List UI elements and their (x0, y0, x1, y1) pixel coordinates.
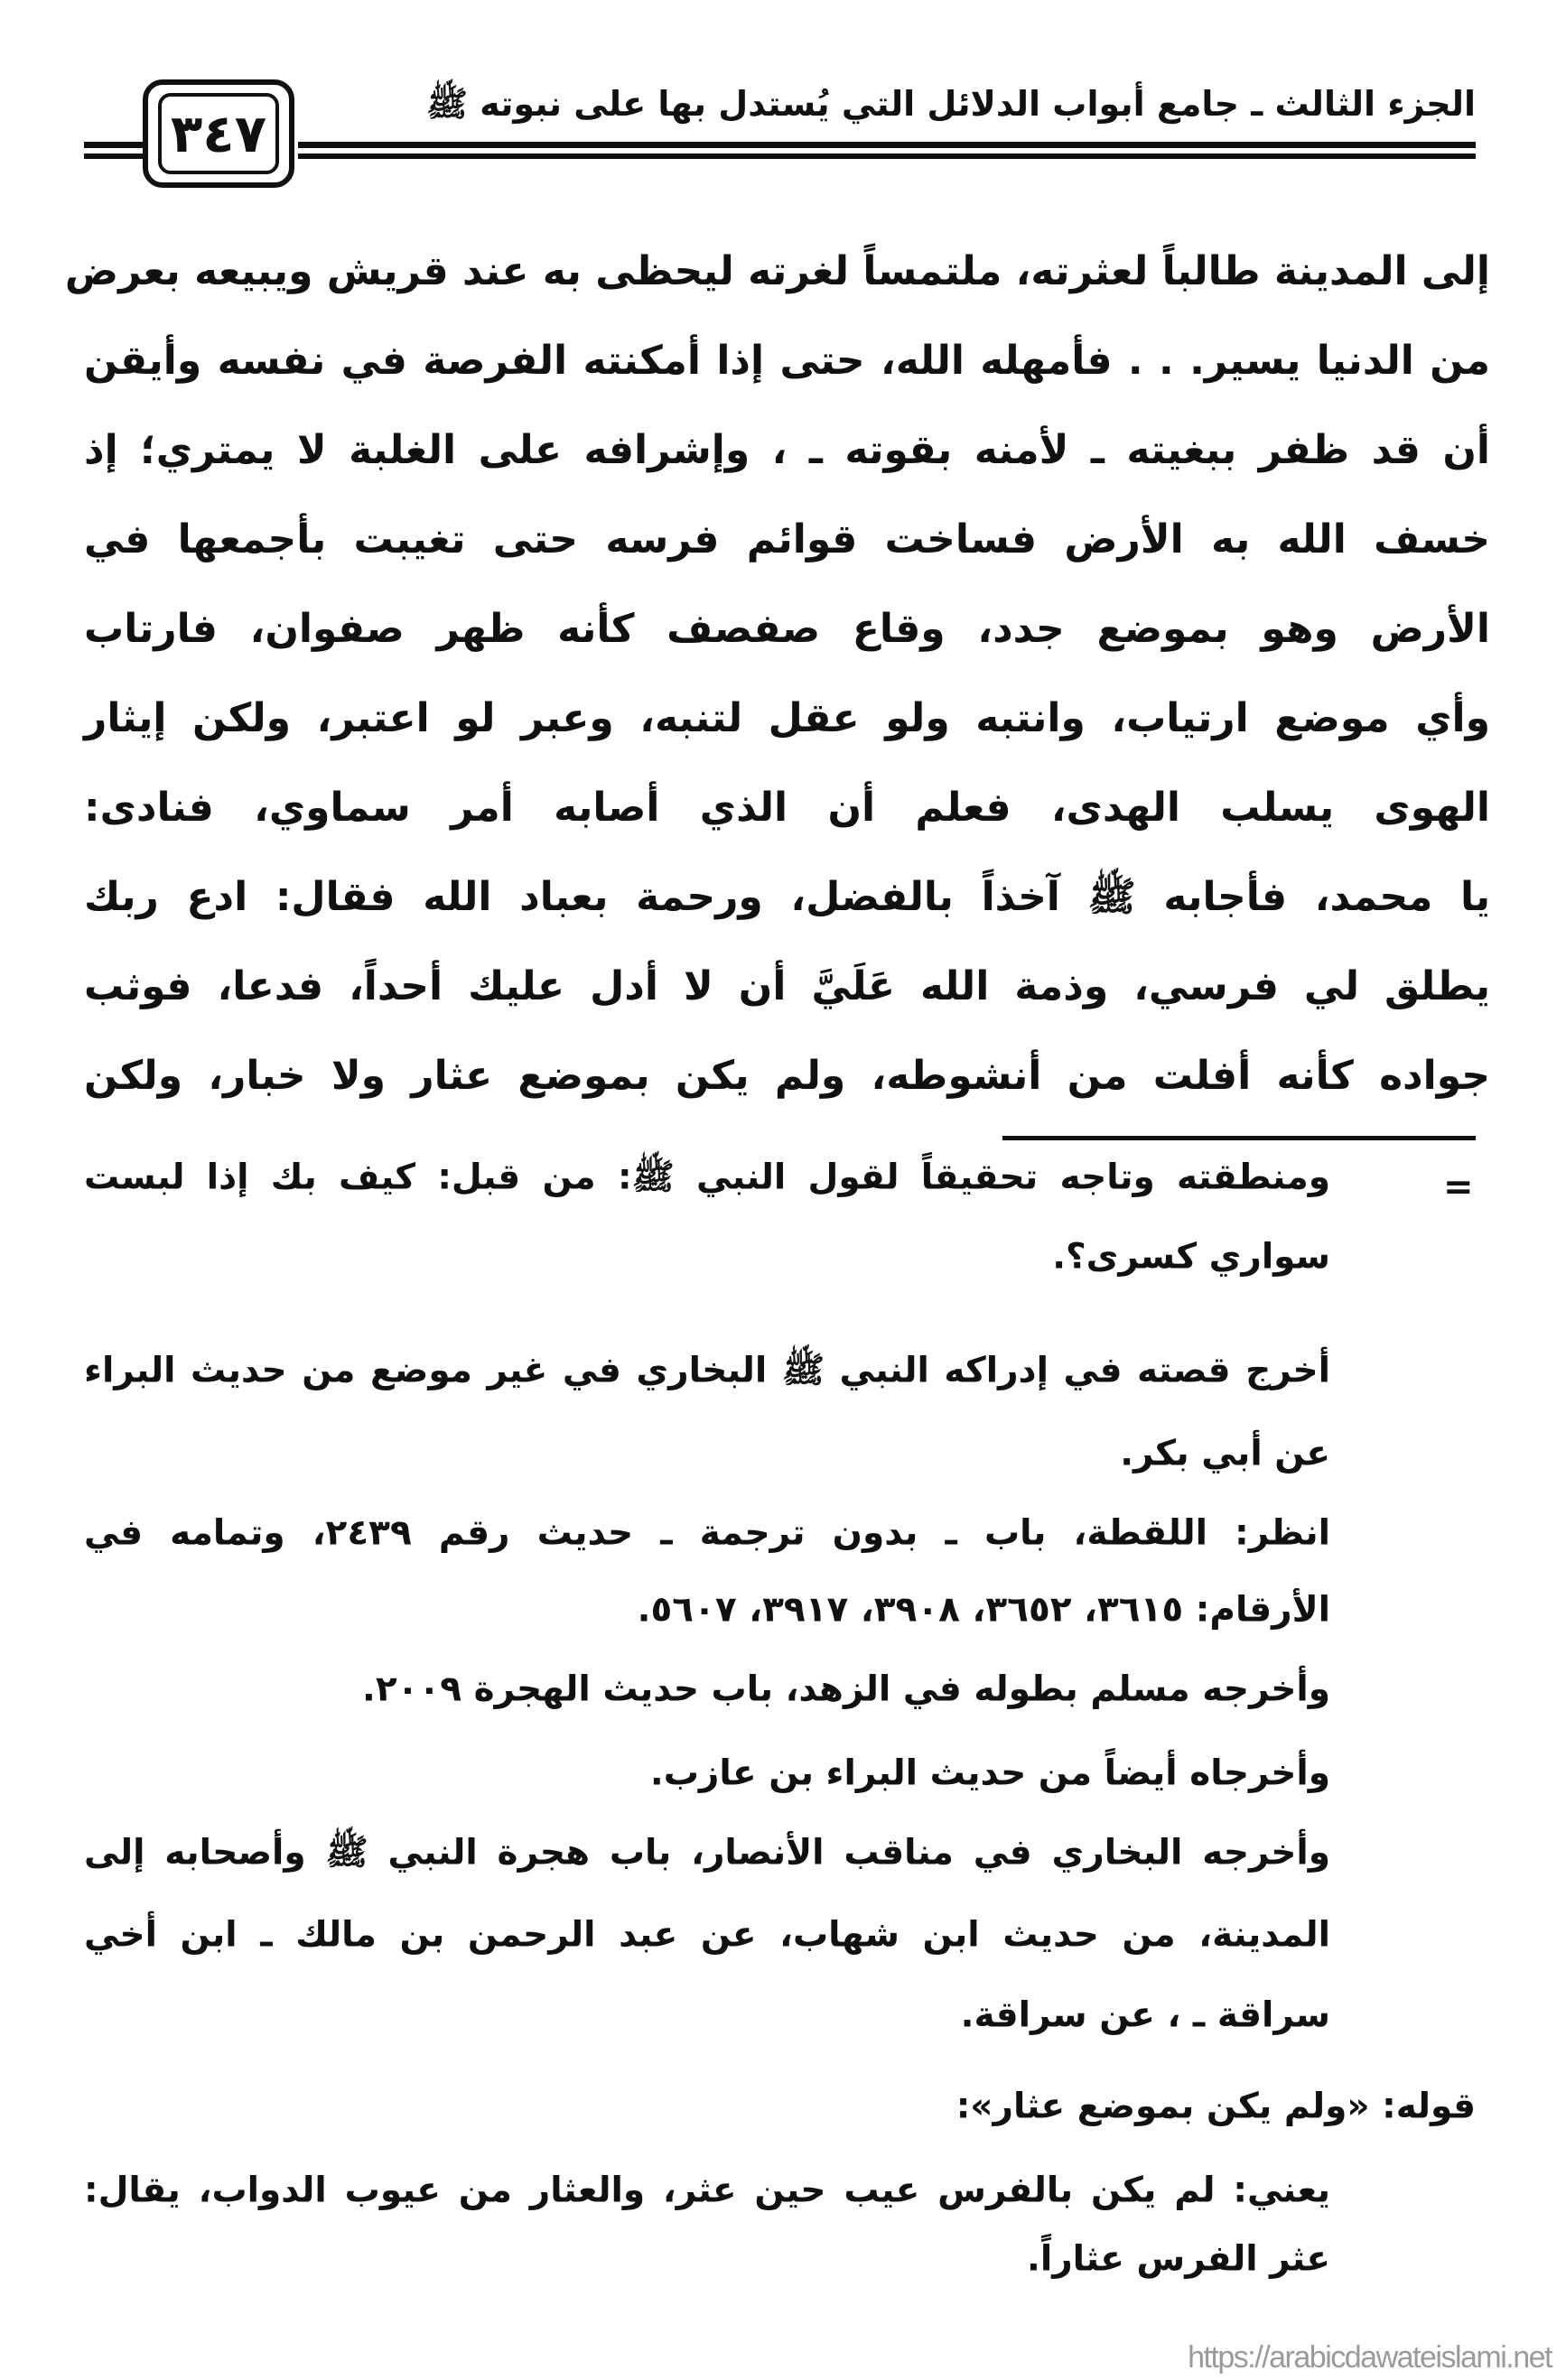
footnote-line: عن أبي بكر. (1120, 1433, 1330, 1474)
footnote-line: وأخرجه مسلم بطوله في الزهد، باب حديث الهجرة ٢٠٠٩. (362, 1669, 1330, 1710)
header-rule-bottom (298, 153, 1476, 159)
main-text-line: أن قد ظفر ببغيته ـ لأمنه بقوته ـ ، وإشرافه على الغلبة لا يمتري؛ إذ (84, 427, 1490, 473)
footnote-line: وأخرجاه أيضاً من حديث البراء بن عازب. (649, 1752, 1330, 1794)
main-text-line: الهوى يسلب الهدى، فعلم أن الذي أصابه أمر سماوي، فنادى: (84, 785, 1490, 831)
footnote-line: سراقة ـ ، عن سراقة. (960, 1994, 1330, 2036)
page-number-frame (143, 79, 294, 188)
commentary-heading: قوله: «ولم يكن بموضع عثار»: (955, 2086, 1476, 2127)
footnote-continuation-mark: = (1443, 1167, 1474, 1208)
footnote-separator (1002, 1136, 1476, 1140)
footnote-line: وأخرجه البخاري في مناقب الأنصار، باب هجرة النبي ﷺ وأصحابه إلى (84, 1832, 1330, 1873)
footnote-line: الأرقام: ٣٦١٥، ٣٦٥٢، ٣٩٠٨، ٣٩١٧، ٥٦٠٧. (637, 1589, 1330, 1631)
header-rule-left-top (84, 142, 144, 148)
main-text-line: جواده كأنه أفلت من أنشوطه، ولم يكن بموضع عثار ولا خبار، ولكن (84, 1053, 1490, 1099)
header-title: الجزء الثالث ـ جامع أبواب الدلائل التي يُستدل بها على نبوته ﷺ (425, 84, 1476, 124)
main-text-line: وأي موضع ارتياب، وانتبه ولو عقل لتنبه، وعبر لو اعتبر، ولكن إيثار (84, 695, 1490, 741)
main-text-line: يا محمد، فأجابه ﷺ آخذاً بالفضل، ورحمة بعباد الله فقال: ادع ربك (84, 874, 1490, 920)
main-text-line: الأرض وهو بموضع جدد، وقاع صفصف كأنه ظهر صفوان، فارتاب (84, 606, 1490, 652)
main-text-line: خسف الله به الأرض فساخت قوائم فرسه حتى تغيبت بأجمعها في (84, 516, 1490, 562)
footnote-line: انظر: اللقطة، باب ـ بدون ترجمة ـ حديث رقم ٢٤٣٩، وتمامه في (84, 1512, 1330, 1554)
footnote-line: المدينة، من حديث ابن شهاب، عن عبد الرحمن بن مالك ـ ابن أخي (84, 1914, 1330, 1956)
footnote-line: أخرج قصته في إدراكه النبي ﷺ البخاري في غير موضع من حديث البراء (84, 1350, 1330, 1391)
footnote-line: ومنطقته وتاجه تحقيقاً لقول النبي ﷺ: من قبل: كيف بك إذا لبست (84, 1157, 1330, 1198)
watermark-url: https://arabicdawateislami.net (1188, 2340, 1552, 2375)
header-rule-left-bottom (84, 153, 144, 159)
commentary-line: يعني: لم يكن بالفرس عيب حين عثر، والعثار من عيوب الدواب، يقال: (84, 2170, 1330, 2211)
main-text-line: يطلق لي فرسي، وذمة الله عَلَيَّ أن لا أدل عليك أحداً، فدعا، فوثب (84, 963, 1490, 1009)
main-text-line: إلى المدينة طالباً لعثرته، ملتمساً لغرته ليحظى به عند قريش ويبيعه بعرض (64, 248, 1490, 294)
footnote-line: سواري كسرى؟. (1052, 1236, 1330, 1278)
commentary-line: عثر الفرس عثاراً. (1027, 2238, 1330, 2280)
main-text-line: من الدنيا يسير. . . فأمهله الله، حتى إذا أمكنته الفرصة في نفسه وأيقن (84, 338, 1490, 384)
header-rule-top (298, 142, 1476, 148)
page-number: ٣٤٧ (158, 93, 279, 174)
